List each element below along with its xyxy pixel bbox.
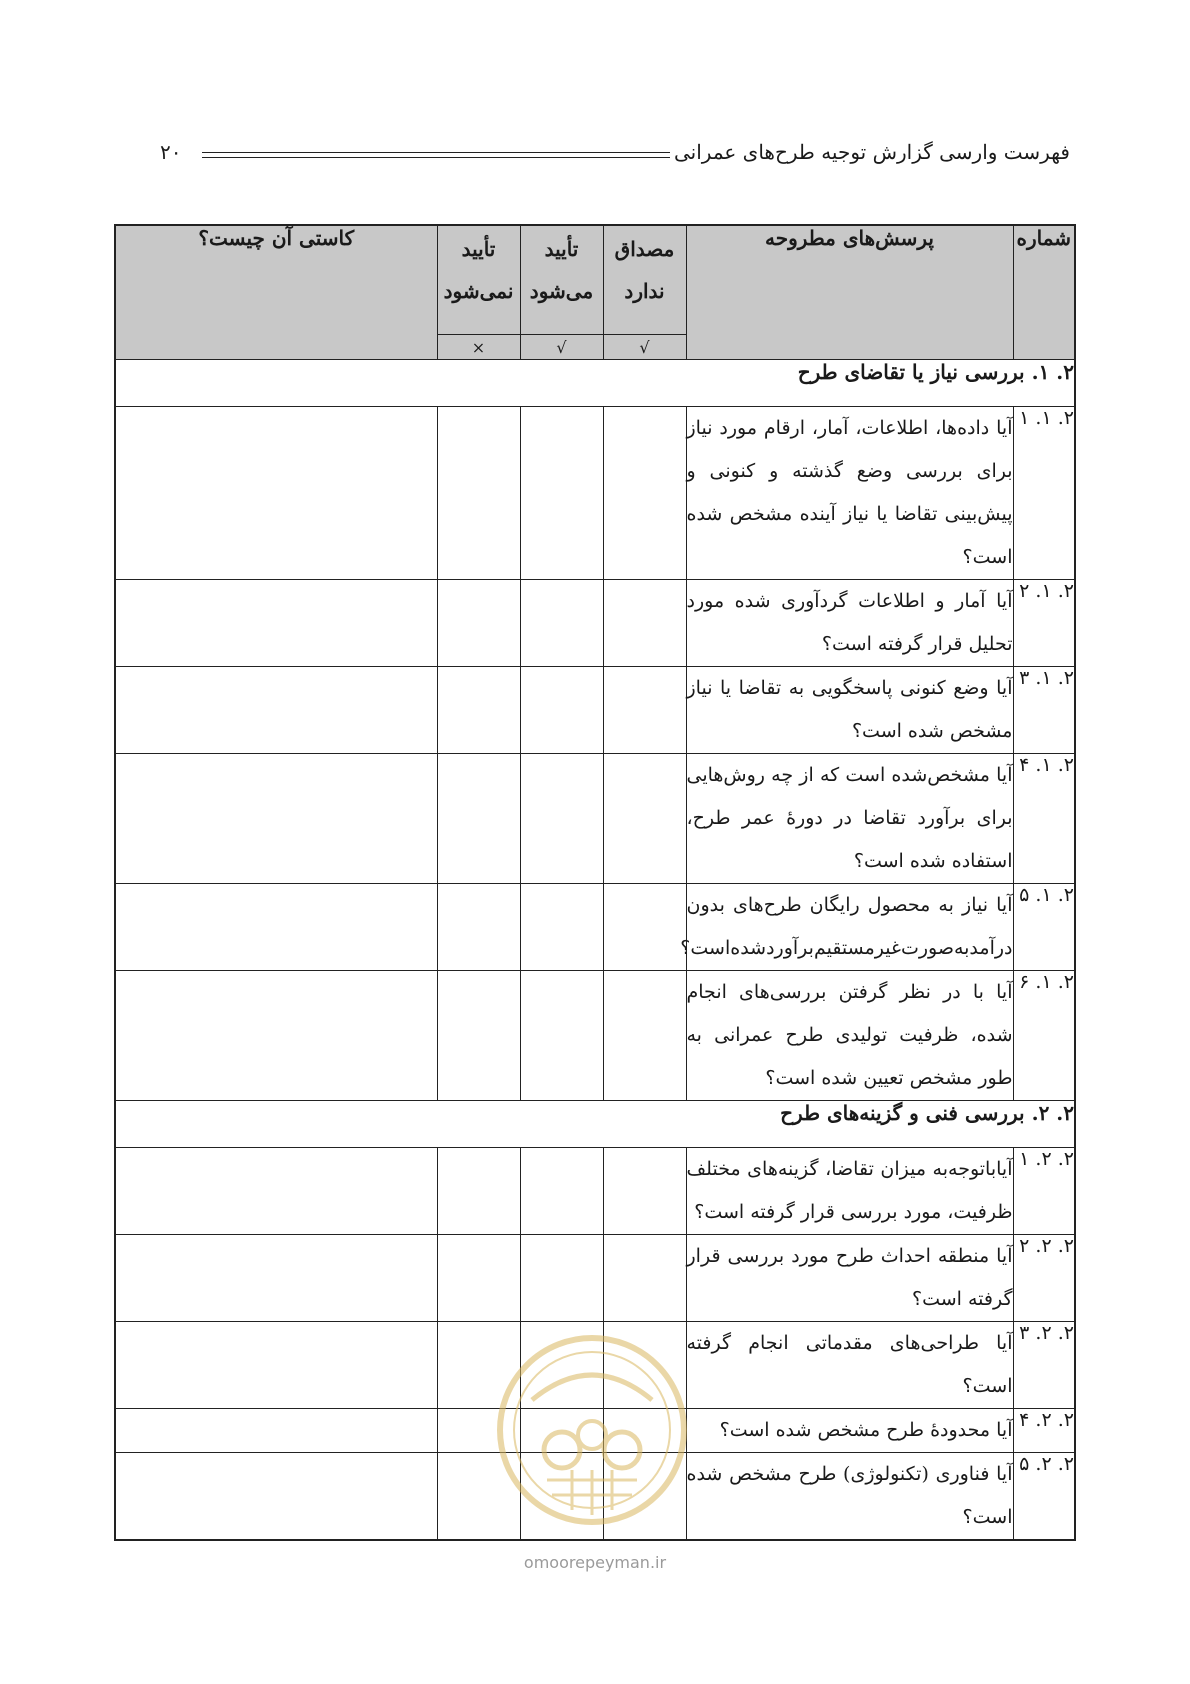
not-applicable-cell[interactable]: [603, 580, 686, 667]
deficiency-cell[interactable]: [115, 971, 437, 1101]
deficiency-cell[interactable]: [115, 1148, 437, 1235]
column-header-line: مصداق: [614, 237, 675, 261]
column-header-confirmed: [520, 225, 603, 335]
row-question: آیا با در نظر گرفتن بررسی‌های انجام شده، ظرفیت تولیدی طرح عمرانی به طور مشخص تعیین شده است؟: [686, 971, 1013, 1101]
row-number: ۲. ۲. ۱: [1013, 1148, 1075, 1235]
row-question: آیا نیاز به محصول رایگان طرح‌های بدون درآمدبه‌صورت‌غیرمستقیم‌برآوردشده‌است؟: [686, 884, 1013, 971]
not-confirmed-cell[interactable]: [437, 580, 520, 667]
deficiency-cell[interactable]: [115, 884, 437, 971]
row-number: ۲. ۱. ۶: [1013, 971, 1075, 1101]
not-applicable-cell[interactable]: [603, 667, 686, 754]
row-question: آیا منطقه احداث طرح مورد بررسی قرار گرفته است؟: [686, 1235, 1013, 1322]
row-number: ۲. ۲. ۵: [1013, 1453, 1075, 1541]
page-header: [150, 140, 1070, 170]
table-row: [115, 1148, 1075, 1235]
deficiency-cell[interactable]: [115, 1235, 437, 1322]
column-header-deficiency: کاستی آن چیست؟: [115, 225, 437, 360]
column-header-line: ندارد: [624, 279, 665, 303]
not-applicable-cell[interactable]: [603, 1148, 686, 1235]
row-number: ۲. ۱. ۵: [1013, 884, 1075, 971]
column-header-question: پرسش‌های مطروحه: [686, 225, 1013, 360]
column-header-number: شماره: [1013, 225, 1075, 360]
legend-not-applicable-mark: √: [603, 335, 686, 360]
table-row: [115, 971, 1075, 1101]
watermark-site: omoorepeyman.ir: [523, 1553, 667, 1572]
row-number: ۲. ۲. ۴: [1013, 1409, 1075, 1453]
column-header-not-applicable: [603, 225, 686, 335]
row-question: آیا طراحی‌های مقدماتی انجام گرفته است؟: [686, 1322, 1013, 1409]
column-header-line: می‌شود: [529, 279, 594, 303]
not-applicable-cell[interactable]: [603, 754, 686, 884]
not-applicable-cell[interactable]: [603, 1235, 686, 1322]
not-applicable-cell[interactable]: [603, 884, 686, 971]
confirmed-cell[interactable]: [520, 971, 603, 1101]
row-number: ۲. ۲. ۳: [1013, 1322, 1075, 1409]
table-row: [115, 884, 1075, 971]
deficiency-cell[interactable]: [115, 407, 437, 580]
not-confirmed-cell[interactable]: [437, 754, 520, 884]
not-applicable-cell[interactable]: [603, 407, 686, 580]
table-row: [115, 667, 1075, 754]
row-number: ۲. ۱. ۲: [1013, 580, 1075, 667]
omoore-peyman-seal-icon: [492, 1330, 692, 1530]
not-confirmed-cell[interactable]: [437, 884, 520, 971]
deficiency-cell[interactable]: [115, 1322, 437, 1409]
not-confirmed-cell[interactable]: [437, 971, 520, 1101]
not-applicable-cell[interactable]: [603, 971, 686, 1101]
header-rule: [202, 157, 670, 158]
not-confirmed-cell[interactable]: [437, 1148, 520, 1235]
row-question: آیا مشخص‌شده است که از چه روش‌هایی برای برآورد تقاضا در دورهٔ عمر طرح، استفاده شده است؟: [686, 754, 1013, 884]
row-question: آیا محدودهٔ طرح مشخص شده است؟: [686, 1409, 1013, 1453]
confirmed-cell[interactable]: [520, 1148, 603, 1235]
legend-confirmed-mark: √: [520, 335, 603, 360]
deficiency-cell[interactable]: [115, 1453, 437, 1541]
not-confirmed-cell[interactable]: [437, 1235, 520, 1322]
table-row: [115, 1235, 1075, 1322]
deficiency-cell[interactable]: [115, 580, 437, 667]
header-rule: [202, 152, 670, 153]
deficiency-cell[interactable]: [115, 1409, 437, 1453]
confirmed-cell[interactable]: [520, 1235, 603, 1322]
row-number: ۲. ۱. ۱: [1013, 407, 1075, 580]
section-row: [115, 1101, 1075, 1148]
confirmed-cell[interactable]: [520, 884, 603, 971]
not-confirmed-cell[interactable]: [437, 407, 520, 580]
section-row: [115, 360, 1075, 407]
row-number: ۲. ۱. ۴: [1013, 754, 1075, 884]
column-header-not-confirmed: [437, 225, 520, 335]
confirmed-cell[interactable]: [520, 580, 603, 667]
confirmed-cell[interactable]: [520, 667, 603, 754]
row-number: ۲. ۱. ۳: [1013, 667, 1075, 754]
column-header-line: تأیید: [544, 237, 579, 261]
row-number: ۲. ۲. ۲: [1013, 1235, 1075, 1322]
confirmed-cell[interactable]: [520, 754, 603, 884]
page-number: ۲۰: [160, 140, 182, 164]
deficiency-cell[interactable]: [115, 667, 437, 754]
row-question: آیا وضع کنونی پاسخگویی به تقاضا یا نیاز مشخص شده است؟: [686, 667, 1013, 754]
not-confirmed-cell[interactable]: [437, 667, 520, 754]
deficiency-cell[interactable]: [115, 754, 437, 884]
legend-not-confirmed-mark: ×: [437, 335, 520, 360]
confirmed-cell[interactable]: [520, 407, 603, 580]
row-question: آیا داده‌ها، اطلاعات، آمار، ارقام مورد نیاز برای بررسی وضع گذشته و کنونی و پیش‌بینی تقاضا یا نیاز آینده مشخص شده است؟: [686, 407, 1013, 580]
running-title: فهرست وارسی گزارش توجیه طرح‌های عمرانی: [674, 140, 1070, 164]
row-question: آیاباتوجه‌به میزان تقاضا، گزینه‌های مختلف ظرفیت، مورد بررسی قرار گرفته است؟: [686, 1148, 1013, 1235]
section-title: ۲. ۲. بررسی فنی و گزینه‌های طرح: [115, 1101, 1075, 1148]
row-question: آیا آمار و اطلاعات گردآوری شده مورد تحلیل قرار گرفته است؟: [686, 580, 1013, 667]
column-header-line: نمی‌شود: [443, 279, 514, 303]
row-question: آیا فناوری (تکنولوژی) طرح مشخص شده است؟: [686, 1453, 1013, 1541]
table-row: [115, 580, 1075, 667]
table-row: [115, 407, 1075, 580]
column-header-line: تأیید: [461, 237, 496, 261]
table-row: [115, 754, 1075, 884]
section-title: ۲. ۱. بررسی نیاز یا تقاضای طرح: [115, 360, 1075, 407]
